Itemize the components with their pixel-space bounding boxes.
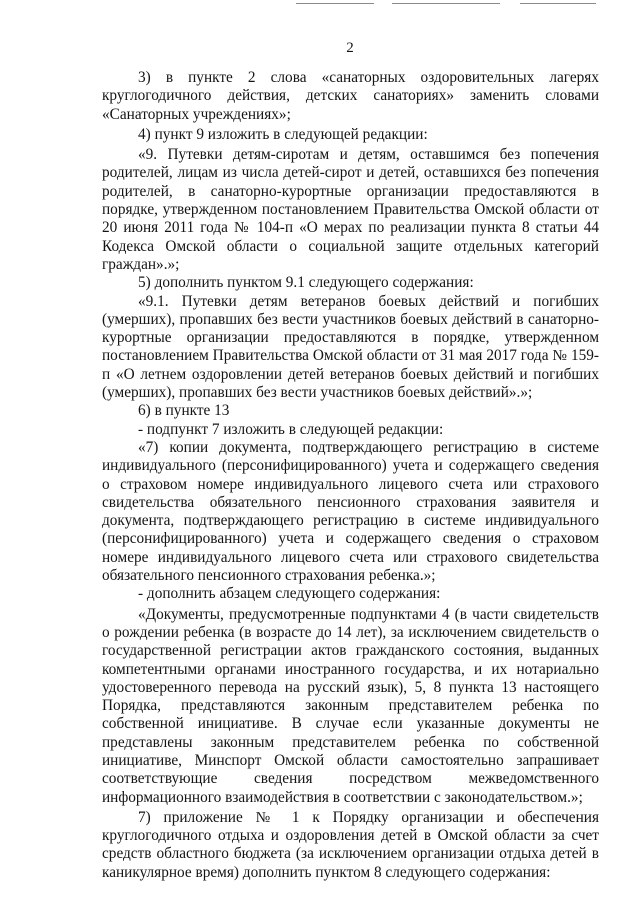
paragraph-item-3: 3) в пункте 2 слова «санаторных оздоровительных лагерях круглогодичного действия, детских санаториях» заменить словами «Санаторных учреждениях»; bbox=[102, 69, 599, 123]
paragraph-item-5: 5) дополнить пунктом 9.1 следующего содержания: bbox=[138, 274, 474, 292]
paragraph-quote-7: «7) копии документа, подтверждающего регистрацию в системе индивидуального (персонифицированного) учета и содержащего сведения о страховом номере индивидуального лицевого счета или страхового свидетельства обязательного пенсионного страхования заявителя и документа, подтверждающего регистрацию в системе индивидуального (персонифицированного) учета и содержащего сведения о страховом номере индивидуального лицевого счета или страхового свидетельства обязательного пенсионного страхования ребенка.»; bbox=[102, 438, 599, 585]
paragraph-quote-9: «9. Путевки детям-сиротам и детям, оставшимся без попечения родителей, лицам из числа детей-сирот и детей, оставшихся без попечения родителей, в санаторно-курортные организации предоставляются в порядке, утвержденном постановлением Правительства Омской области от 20 июня 2011 года № 104-п «О мерах по реализации пункта 8 статьи 44 Кодекса Омской области о социальной защите отдельных категорий граждан».»; bbox=[102, 146, 599, 273]
paragraph-item-7: 7) приложение № 1 к Порядку организации и обеспечения круглогодичного отдыха и оздоровления детей в Омской области за счет средств областного бюджета (за исключением организации отдыха детей в каникулярное время) дополнить пунктом 8 следующего содержания: bbox=[102, 808, 599, 881]
paragraph-quote-9-1: «9.1. Путевки детям ветеранов боевых действий и погибших (умерших), пропавших без вести участников боевых действий в санаторно-курортные организации предоставляются в порядке, утвержденном постановлением Правительства Омской области от 31 мая 2017 года № 159-п «О летнем оздоровлении детей ветеранов боевых действий и погибших (умерших), пропавших без вести участников боевых действий».»; bbox=[102, 292, 599, 402]
paragraph-item-6: 6) в пункте 13 bbox=[138, 402, 230, 420]
scan-edge-line bbox=[296, 3, 374, 4]
paragraph-subitem-7: - подпункт 7 изложить в следующей редакции: bbox=[138, 420, 444, 438]
document-body bbox=[102, 69, 599, 882]
paragraph-add-abzac: - дополнить абзацем следующего содержания: bbox=[138, 585, 441, 603]
paragraph-quote-documents: «Документы, предусмотренные подпунктами 4 (в части свидетельств о рождении ребенка (в возрасте до 14 лет), за исключением свидетельств о государственной регистрации актов гражданского состояния, выданных компетентными органами иностранного государства, и их нотариально удостоверенного перевода на русский язык), 5, 8 пункта 13 настоящего Порядка, представляются законным представителем ребенка по собственной инициативе. В случае если указанные документы не представлены законным представителем ребенка по собственной инициативе, Минспорт Омской области самостоятельно запрашивает соответствующие сведения посредством межведомственного информационного взаимодействия в соответствии с законодательством.»; bbox=[102, 605, 599, 806]
paragraph-item-4: 4) пункт 9 изложить в следующей редакции: bbox=[138, 125, 428, 143]
scan-edge-line bbox=[392, 3, 500, 4]
page-number: 2 bbox=[346, 40, 354, 56]
scan-edge-line bbox=[520, 3, 596, 4]
